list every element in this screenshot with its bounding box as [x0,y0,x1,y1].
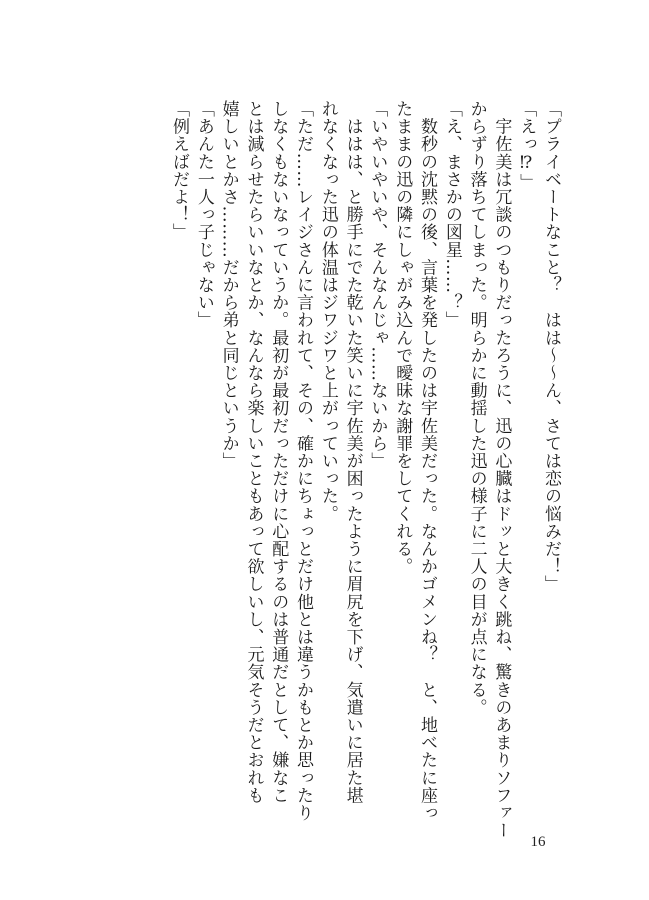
text-line: 「あんた一人っ子じゃない」 [193,100,214,329]
vertical-text-block [123,100,563,840]
text-line: 「ただ……レイジさんに言われて、その、確かにちょっとだけ他とは違うかもとか思ったり [293,100,314,822]
text-line: とは減らせたらいいなとか、なんなら楽しいこともあって欲しいし、元気そうだとおれも [243,100,264,804]
text-line: 数秒の沈黙の後、言葉を発したのは宇佐美だった。なんかゴメンね？ と、地べたに座っ [417,100,438,822]
text-line: 嬉しいとかさ………だから弟と同じというか」 [218,100,239,470]
text-line: しなくもないなっていうか。最初が最初だっただけに心配するのは普通だとして、嫌なこ [268,100,289,804]
text-line: 宇佐美は冗談のつもりだったろうに、迅の心臓はドッと大きく跳ね、驚きのあまりソファー [491,100,512,840]
text-line: からずり落ちてしまった。明らかに動揺した迅の様子に二人の目が点になる。 [466,100,487,716]
page-number: 16 [530,834,546,850]
text-line: れなくなった迅の体温はジワジワと上がっていった。 [317,100,338,523]
text-line: 「プライベートなこと？ はは〜〜ん、さては恋の悩みだ！」 [541,100,561,593]
text-line: 「例えばだよ！」 [169,100,190,241]
text-line: ははは、と勝手にでた乾いた笑いに宇佐美が困ったように眉尻を下げ、気遣いに居た堪 [342,100,363,804]
text-line: 「えっ⁉」 [516,100,537,191]
text-line: 「え、まさかの図星……？」 [441,100,462,329]
text-line: 「いやいやいや、そんなんじゃ……ないから」 [367,100,388,470]
text-line: たままの迅の隣にしゃがみ込んで曖昧な謝罪をしてくれる。 [392,100,413,576]
